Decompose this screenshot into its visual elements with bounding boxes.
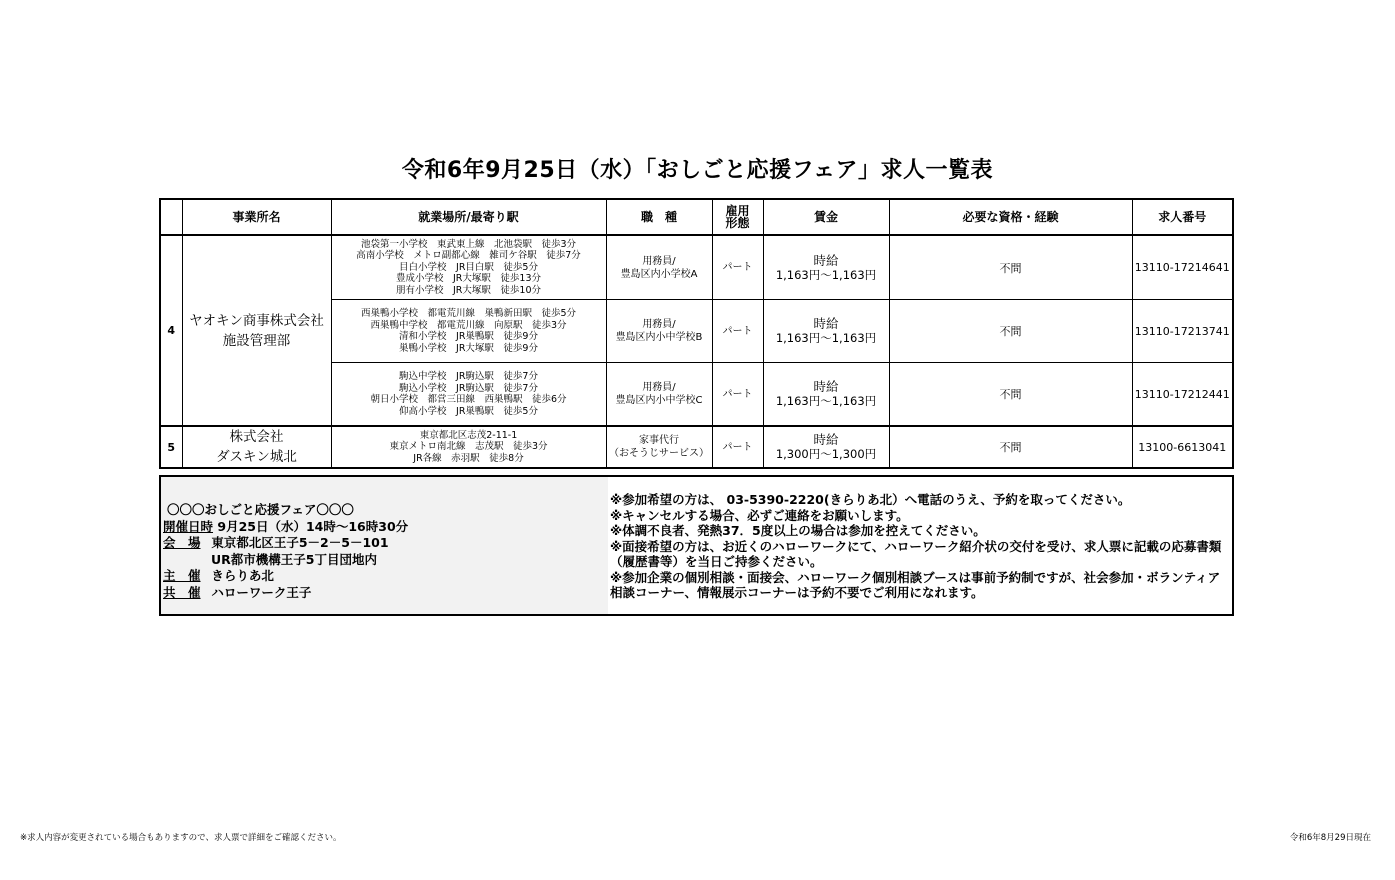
header-employment bbox=[712, 199, 763, 235]
location-line: 目白小学校 JR目白駅 徒歩5分 bbox=[399, 261, 538, 273]
job-line2: 豊島区内小中学校B bbox=[615, 332, 703, 343]
company-name bbox=[182, 235, 331, 426]
footer-date: 令和6年8月29日現在 bbox=[1289, 833, 1371, 843]
job-cell bbox=[606, 300, 712, 363]
notice-item: ※参加企業の個別相談・面接会、ハローワーク個別相談ブースは事前予約制ですが、社会参加・ボランティア相談コーナー、情報展示コーナーは予約不要でご利用になれます。 bbox=[610, 569, 1221, 600]
notice-item: ※体調不良者、発熱37．5度以上の場合は参加を控えてください。 bbox=[610, 523, 986, 538]
location-line: 西巣鴨小学校 都電荒川線 巣鴨新田駅 徒歩5分 bbox=[360, 308, 577, 319]
job-line2: 豊島区内小学校A bbox=[620, 268, 698, 280]
employment-cell: パート bbox=[712, 426, 763, 468]
page-title: 令和6年9月25日（水）「おしごと応援フェア」求人一覧表 bbox=[401, 158, 994, 183]
company-name bbox=[182, 426, 331, 468]
wage-range: 1,163円～1,163円 bbox=[775, 394, 877, 408]
wage-cell bbox=[763, 235, 889, 300]
event-date-value: 9月25日（水）14時～16時30分 bbox=[217, 518, 409, 534]
job-line1: 用務員/ bbox=[642, 319, 676, 330]
job-number-cell: 13110-17213741 bbox=[1132, 300, 1233, 363]
job-number-cell: 13110-17214641 bbox=[1132, 235, 1233, 300]
employment-cell: パート bbox=[712, 300, 763, 363]
job-cell bbox=[606, 363, 712, 427]
header-requirements: 必要な資格・経験 bbox=[889, 199, 1132, 235]
event-host-label: 主 催 bbox=[163, 568, 201, 583]
location-line: 駒込中学校 JR駒込駅 徒歩7分 bbox=[399, 371, 538, 382]
location-cell bbox=[331, 235, 606, 300]
header-employment-line2: 形態 bbox=[725, 216, 750, 230]
job-line2: （おそうじサービス） bbox=[609, 448, 709, 459]
location-line: JR各線 赤羽駅 徒歩8分 bbox=[413, 452, 524, 464]
job-number-cell: 13110-17212441 bbox=[1132, 363, 1233, 427]
wage-cell bbox=[763, 363, 889, 427]
event-date-label: 開催日時 bbox=[163, 518, 214, 534]
location-line: 東京メトロ南北線 志茂駅 徒歩3分 bbox=[389, 441, 548, 453]
location-cell bbox=[331, 300, 606, 363]
event-venue-value: 東京都北区王子5－2－5－101 bbox=[211, 535, 389, 550]
employment-cell: パート bbox=[712, 363, 763, 427]
header-job: 職 種 bbox=[606, 199, 712, 235]
location-cell bbox=[331, 363, 606, 427]
company-number: 5 bbox=[160, 426, 182, 468]
wage-range: 1,163円～1,163円 bbox=[775, 331, 877, 345]
location-line: 仰高小学校 JR巣鴨駅 徒歩5分 bbox=[399, 405, 538, 417]
requirements-cell: 不問 bbox=[889, 300, 1132, 363]
job-line1: 家事代行 bbox=[639, 435, 679, 446]
location-line: 朋有小学校 JR大塚駅 徒歩10分 bbox=[396, 284, 541, 296]
job-listing-table bbox=[159, 198, 1234, 469]
event-host-value: きらりあ北 bbox=[211, 568, 274, 583]
employment-cell: パート bbox=[712, 235, 763, 300]
header-employment-line1: 雇用 bbox=[725, 204, 750, 218]
table-header-row bbox=[160, 199, 1233, 235]
event-notices bbox=[610, 492, 1230, 601]
header-company: 事業所名 bbox=[182, 199, 331, 235]
header-location: 就業場所/最寄り駅 bbox=[331, 199, 606, 235]
event-cohost-label: 共 催 bbox=[163, 584, 201, 600]
wage-cell bbox=[763, 300, 889, 363]
event-info-box bbox=[159, 475, 1234, 616]
event-cohost-line bbox=[163, 585, 408, 602]
event-venue-label: 会 場 bbox=[163, 535, 201, 550]
job-line2: 豊島区内小中学校C bbox=[615, 395, 703, 406]
header-number bbox=[160, 199, 182, 235]
location-cell bbox=[331, 426, 606, 468]
location-line: 池袋第一小学校 東武東上線 北池袋駅 徒歩3分 bbox=[360, 238, 577, 250]
table-row bbox=[160, 235, 1233, 300]
job-number-cell: 13100-6613041 bbox=[1132, 426, 1233, 468]
location-line: 巣鴨小学校 JR大塚駅 徒歩9分 bbox=[399, 342, 538, 354]
header-wage: 賃金 bbox=[763, 199, 889, 235]
company-name-line1: ヤオキン商事株式会社 bbox=[189, 312, 324, 329]
location-line: 朝日小学校 都営三田線 西巣鴨駅 徒歩6分 bbox=[370, 394, 567, 405]
header-job-number: 求人番号 bbox=[1132, 199, 1233, 235]
company-name-line1: 株式会社 bbox=[229, 429, 284, 445]
requirements-cell: 不問 bbox=[889, 235, 1132, 300]
notice-item: ※キャンセルする場合、必ずご連絡をお願いします。 bbox=[610, 507, 909, 523]
company-number: 4 bbox=[160, 235, 182, 426]
wage-cell bbox=[763, 426, 889, 468]
requirements-cell: 不問 bbox=[889, 426, 1132, 468]
location-line: 東京都北区志茂2-11-1 bbox=[419, 429, 518, 441]
event-date-line bbox=[163, 519, 408, 536]
job-line1: 用務員/ bbox=[642, 382, 676, 393]
requirements-cell: 不問 bbox=[889, 363, 1132, 427]
wage-label: 時給 bbox=[813, 379, 839, 394]
company-name-line2: ダスキン城北 bbox=[216, 449, 297, 465]
company-name-line2: 施設管理部 bbox=[222, 332, 291, 349]
notice-item: ※面接希望の方は、お近くのハローワークにて、ハローワーク紹介状の交付を受け、求人票に記載の応募書類（履歴書等）を当日ご持参ください。 bbox=[610, 538, 1222, 569]
event-details bbox=[161, 477, 608, 614]
location-line: 豊成小学校 JR大塚駅 徒歩13分 bbox=[396, 273, 541, 285]
wage-label: 時給 bbox=[813, 432, 839, 447]
job-line1: 用務員/ bbox=[642, 255, 676, 267]
wage-label: 時給 bbox=[813, 316, 839, 331]
location-line: 西巣鴨中学校 都電荒川線 向原駅 徒歩3分 bbox=[370, 319, 567, 331]
wage-label: 時給 bbox=[813, 252, 839, 268]
event-venue-line2: UR都市機構王子5丁目団地内 bbox=[211, 551, 377, 567]
event-host-line bbox=[163, 568, 408, 585]
notice-item: ※参加希望の方は、 03-5390-2220(きらりあ北）へ電話のうえ、予約を取ってください。 bbox=[610, 492, 1131, 507]
footer-note: ※求人内容が変更されている場合もありますので、求人票で詳細をご確認ください。 bbox=[20, 833, 342, 843]
job-cell bbox=[606, 235, 712, 300]
location-line: 高南小学校 メトロ副都心線 雑司ケ谷駅 徒歩7分 bbox=[356, 250, 581, 262]
job-cell bbox=[606, 426, 712, 468]
wage-range: 1,300円～1,300円 bbox=[775, 447, 877, 461]
event-cohost-value: ハローワーク王子 bbox=[211, 584, 312, 600]
event-heading: 〇〇〇おしごと応援フェア〇〇〇 bbox=[167, 502, 354, 517]
location-line: 清和小学校 JR巣鴨駅 徒歩9分 bbox=[399, 331, 538, 342]
table-row bbox=[160, 426, 1233, 468]
event-venue-line bbox=[163, 535, 408, 552]
location-line: 駒込小学校 JR駒込駅 徒歩7分 bbox=[399, 382, 538, 394]
wage-range: 1,163円～1,163円 bbox=[775, 267, 877, 282]
